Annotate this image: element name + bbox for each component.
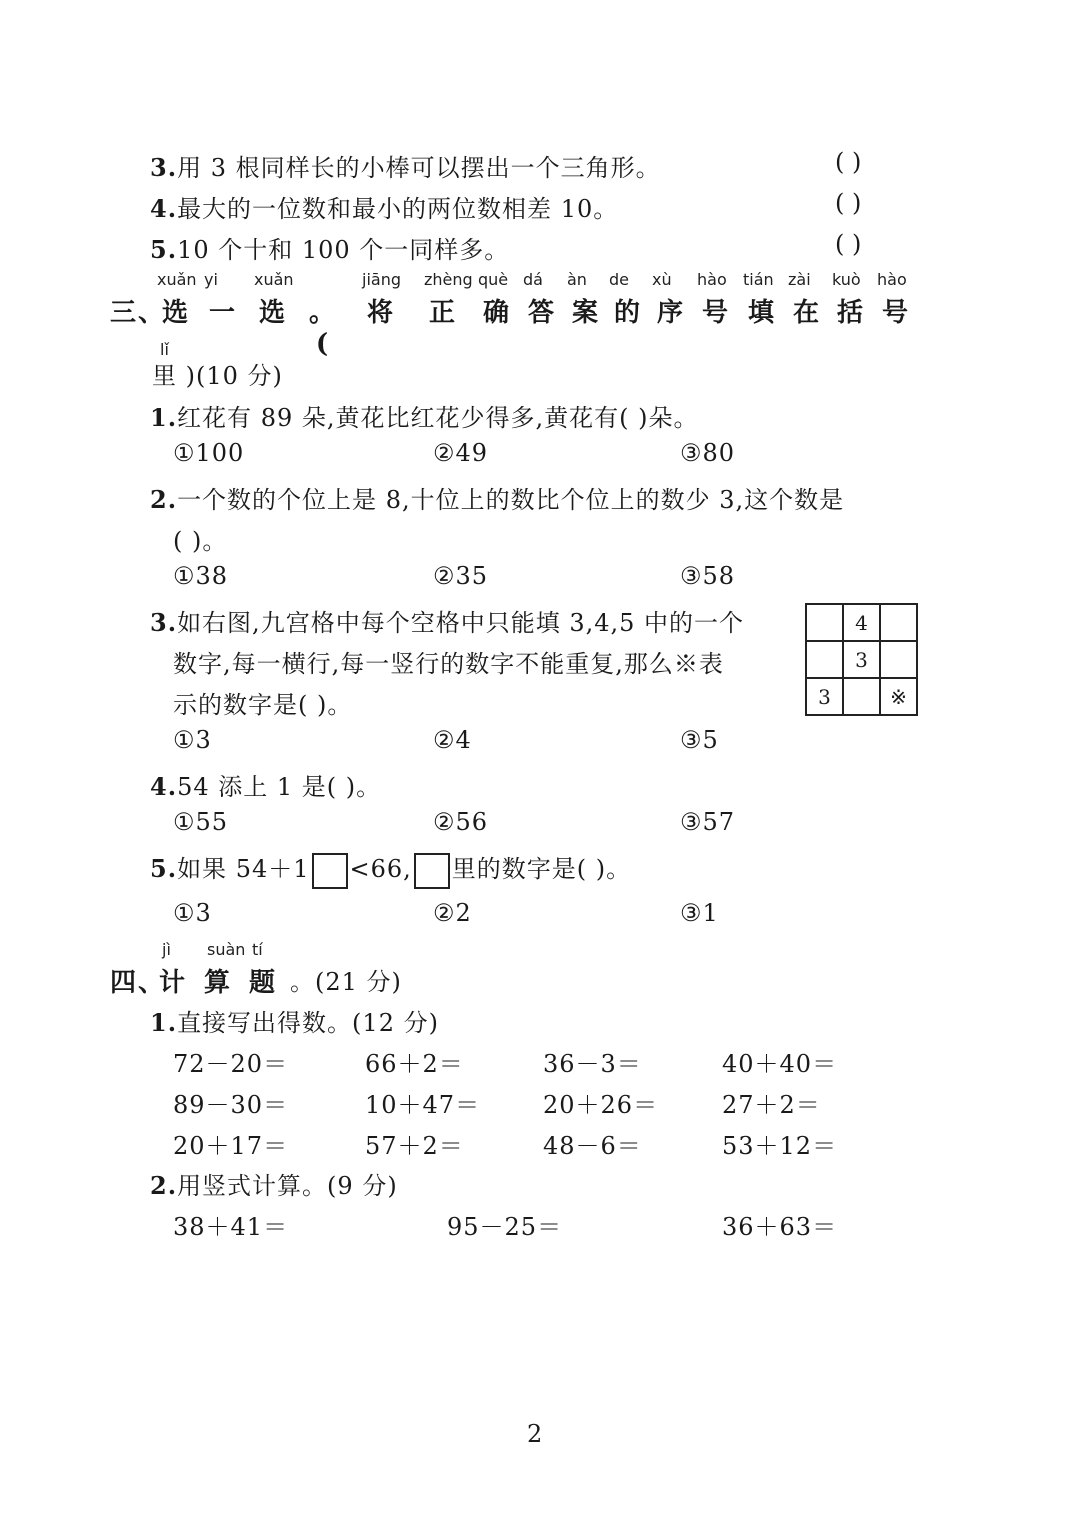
section3-pinyin: hào bbox=[877, 270, 907, 289]
calc-item[interactable]: 57＋2＝ bbox=[365, 1132, 464, 1160]
section3-pinyin: hào bbox=[697, 270, 727, 289]
choice-q1-opt3[interactable]: ③80 bbox=[680, 439, 736, 467]
choice-q2-opt1[interactable]: ①38 bbox=[173, 562, 229, 590]
choice-q5-opt3[interactable]: ③1 bbox=[680, 899, 719, 927]
calc-item[interactable]: 27＋2＝ bbox=[722, 1091, 821, 1119]
choice-q5-opt2[interactable]: ②2 bbox=[433, 899, 472, 927]
section3-heading-char: 正 bbox=[428, 298, 455, 328]
section3-pinyin: jiāng bbox=[362, 270, 401, 289]
choice-q5-opt1[interactable]: ①3 bbox=[173, 899, 212, 927]
grid-cell: ※ bbox=[880, 678, 917, 715]
choice-q3-opt1[interactable]: ①3 bbox=[173, 726, 212, 754]
choice-q4-opt2[interactable]: ②56 bbox=[433, 808, 489, 836]
section3-heading-char: 将 bbox=[366, 298, 393, 328]
choice-q3-line1: 3.如右图,九宫格中每个空格中只能填 3,4,5 中的一个 bbox=[150, 608, 745, 637]
grid-cell: 3 bbox=[806, 678, 843, 715]
choice-q4: 4.54 添上 1 是( )。 bbox=[150, 772, 382, 801]
choice-q3-line2: 数字,每一横行,每一竖行的数字不能重复,那么※表 bbox=[173, 650, 724, 678]
sudoku-grid bbox=[805, 603, 918, 716]
section3-pinyin: què bbox=[478, 270, 509, 289]
choice-q2-opt3[interactable]: ③58 bbox=[680, 562, 736, 590]
section3-pinyin: xù bbox=[652, 270, 672, 289]
choice-q2-cont: ( )。 bbox=[173, 527, 228, 555]
section3-pinyin: xuǎn bbox=[254, 270, 294, 289]
choice-q1: 1.红花有 89 朵,黄花比红花少得多,黄花有( )朵。 bbox=[150, 403, 699, 432]
choice-q2-opt2[interactable]: ②35 bbox=[433, 562, 489, 590]
section3-pinyin: xuǎn bbox=[157, 270, 197, 289]
calc-item[interactable]: 72－20＝ bbox=[173, 1050, 289, 1078]
grid-cell: 4 bbox=[843, 604, 880, 641]
calc-item[interactable]: 40＋40＝ bbox=[722, 1050, 838, 1078]
section3-heading-char: 在 bbox=[792, 298, 819, 328]
section3-pinyin: zhèng bbox=[424, 270, 473, 289]
choice-q1-opt2[interactable]: ②49 bbox=[433, 439, 489, 467]
section3-pinyin: àn bbox=[567, 270, 587, 289]
section3-heading-char: 选 bbox=[161, 298, 188, 328]
section3-heading-char: 一 bbox=[208, 298, 235, 328]
calc-item[interactable]: 66＋2＝ bbox=[365, 1050, 464, 1078]
calc-item[interactable]: 36－3＝ bbox=[543, 1050, 642, 1078]
section4-pinyin: jì bbox=[162, 940, 171, 959]
section4-pinyin: tí bbox=[252, 940, 263, 959]
judge-q4: 4.最大的一位数和最小的两位数相差 10。 bbox=[150, 194, 619, 223]
section4-heading-char: 算 bbox=[203, 968, 230, 998]
section3-heading-char: 选 bbox=[258, 298, 285, 328]
section4-label: 四、 bbox=[110, 968, 167, 998]
choice-q1-opt1[interactable]: ①100 bbox=[173, 439, 245, 467]
section3-heading-char: 的 bbox=[613, 298, 640, 328]
choice-q4-opt3[interactable]: ③57 bbox=[680, 808, 736, 836]
choice-q3-line3: 示的数字是( )。 bbox=[173, 691, 353, 719]
section3-heading-char: 括 bbox=[836, 298, 863, 328]
section3-heading-char: 序 bbox=[656, 298, 683, 328]
section3-pinyin: zài bbox=[788, 270, 811, 289]
section3-heading-char: 填 bbox=[747, 298, 774, 328]
judge-q3-paren[interactable]: ( ) bbox=[835, 148, 862, 176]
choice-q3-opt3[interactable]: ③5 bbox=[680, 726, 719, 754]
grid-cell bbox=[880, 604, 917, 641]
section3-line2-pinyin: lǐ bbox=[160, 340, 169, 359]
calc-item[interactable]: 89－30＝ bbox=[173, 1091, 289, 1119]
vertical-calc-item[interactable]: 38＋41＝ bbox=[173, 1213, 289, 1241]
section3-pinyin: kuò bbox=[832, 270, 861, 289]
calc-item[interactable]: 53＋12＝ bbox=[722, 1132, 838, 1160]
blank-box[interactable] bbox=[312, 853, 348, 889]
section3-pinyin: yi bbox=[204, 270, 218, 289]
vertical-calc-item[interactable]: 95－25＝ bbox=[447, 1213, 563, 1241]
section4-rest: 。(21 分) bbox=[290, 968, 402, 996]
calc-sub2-title: 2.用竖式计算。(9 分) bbox=[150, 1171, 398, 1200]
section3-pinyin: de bbox=[609, 270, 629, 289]
calc-sub1-title: 1.直接写出得数。(12 分) bbox=[150, 1008, 439, 1037]
choice-q3-opt2[interactable]: ②4 bbox=[433, 726, 472, 754]
section3-heading-char: 确 bbox=[482, 298, 509, 328]
grid-cell bbox=[880, 641, 917, 678]
choice-q2: 2.一个数的个位上是 8,十位上的数比个位上的数少 3,这个数是 bbox=[150, 485, 845, 514]
section3-label: 三、 bbox=[110, 298, 167, 328]
page-number: 2 bbox=[527, 1420, 543, 1448]
judge-q3: 3.用 3 根同样长的小棒可以摆出一个三角形。 bbox=[150, 153, 661, 182]
choice-q4-opt1[interactable]: ①55 bbox=[173, 808, 229, 836]
section3-heading-char: 答 bbox=[527, 298, 554, 328]
calc-item[interactable]: 20＋26＝ bbox=[543, 1091, 659, 1119]
grid-cell bbox=[806, 604, 843, 641]
section4-heading-char: 计 bbox=[158, 968, 185, 998]
grid-cell: 3 bbox=[843, 641, 880, 678]
choice-q5: 5.如果 54＋1 <66, 里的数字是( )。 bbox=[150, 849, 631, 889]
section3-heading-char: 。( bbox=[308, 298, 335, 359]
section3-heading-char: 号 bbox=[701, 298, 728, 328]
vertical-calc-item[interactable]: 36＋63＝ bbox=[722, 1213, 838, 1241]
grid-cell bbox=[806, 641, 843, 678]
section3-line2: 里 )(10 分) bbox=[152, 362, 283, 390]
section4-heading-char: 题 bbox=[248, 968, 275, 998]
section4-pinyin: suàn bbox=[207, 940, 246, 959]
section3-heading-char: 号 bbox=[881, 298, 908, 328]
section3-heading-char: 案 bbox=[571, 298, 598, 328]
judge-q4-paren[interactable]: ( ) bbox=[835, 189, 862, 217]
section3-pinyin: dá bbox=[523, 270, 543, 289]
calc-item[interactable]: 20＋17＝ bbox=[173, 1132, 289, 1160]
section3-pinyin: tián bbox=[743, 270, 774, 289]
calc-item[interactable]: 48－6＝ bbox=[543, 1132, 642, 1160]
judge-q5-paren[interactable]: ( ) bbox=[835, 230, 862, 258]
calc-item[interactable]: 10＋47＝ bbox=[365, 1091, 481, 1119]
grid-cell bbox=[843, 678, 880, 715]
judge-q5: 5.10 个十和 100 个一同样多。 bbox=[150, 235, 510, 264]
blank-box[interactable] bbox=[414, 853, 450, 889]
